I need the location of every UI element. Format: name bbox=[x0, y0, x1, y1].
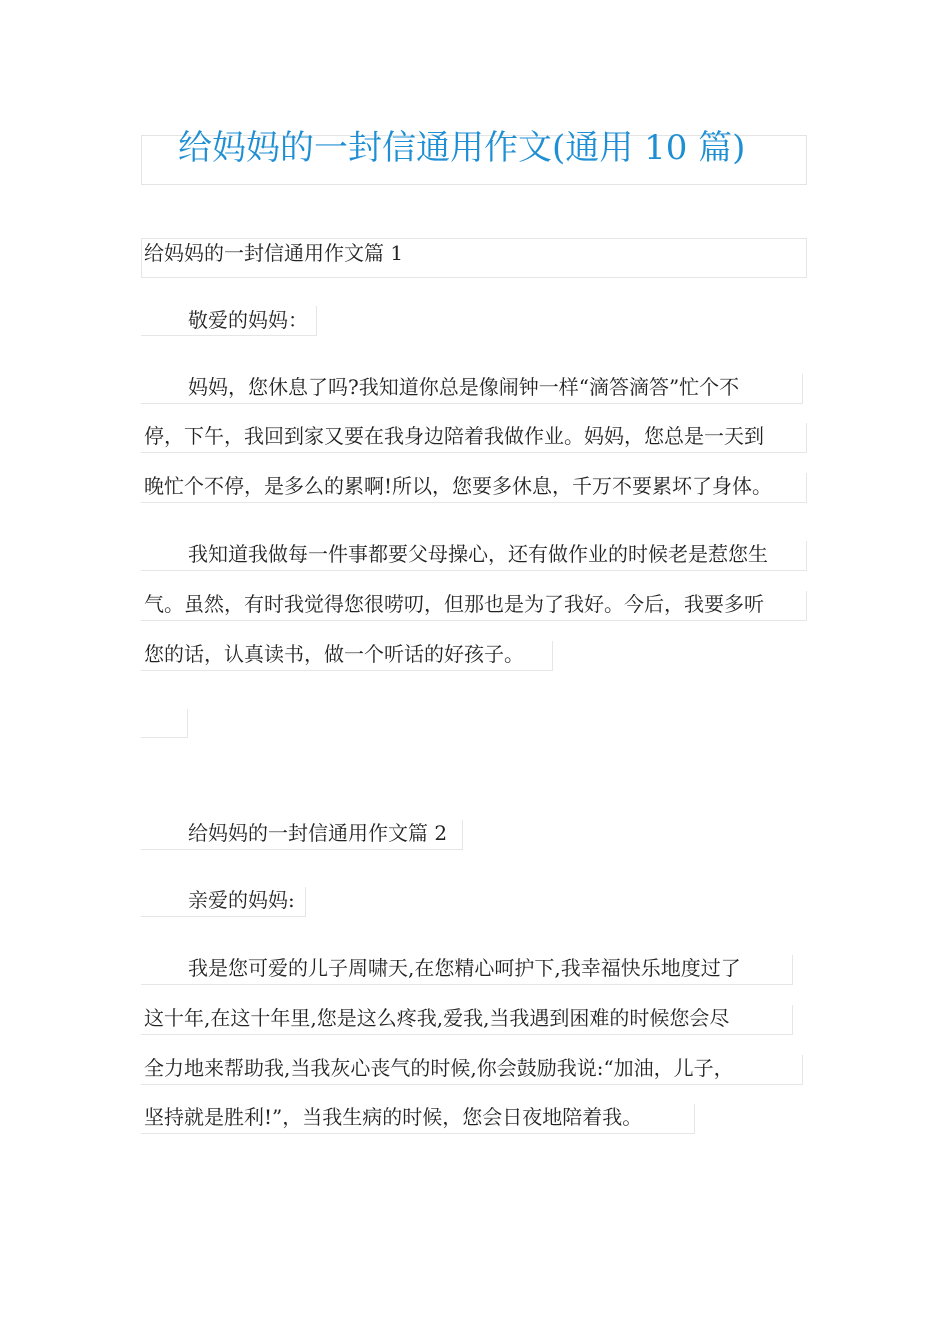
section-2-p1-line-2: 这十年,在这十年里,您是这么疼我,爱我,当我遇到困难的时候您会尽 bbox=[144, 1006, 730, 1030]
document-title: 给妈妈的一封信通用作文(通用 10 篇) bbox=[178, 128, 746, 168]
section-1-p1-line-3: 晚忙个不停，是多么的累啊!所以，您要多休息，千万不要累坏了身体。 bbox=[144, 474, 773, 498]
section-2-heading: 给妈妈的一封信通用作文篇 2 bbox=[188, 821, 448, 845]
section-1-heading: 给妈妈的一封信通用作文篇 1 bbox=[144, 241, 404, 265]
section-1-p2-line-3: 您的话，认真读书，做一个听话的好孩子。 bbox=[144, 642, 524, 666]
section-1-p1-line-2: 停，下午，我回到家又要在我身边陪着我做作业。妈妈，您总是一天到 bbox=[144, 424, 764, 448]
empty-line-frame bbox=[141, 709, 188, 738]
section-1-p1-line-1: 妈妈，您休息了吗?我知道你总是像闹钟一样“滴答滴答”忙个不 bbox=[188, 375, 740, 399]
section-1-p2-line-1: 我知道我做每一件事都要父母操心，还有做作业的时候老是惹您生 bbox=[188, 542, 768, 566]
section-2-p1-line-1: 我是您可爱的儿子周啸天,在您精心呵护下,我幸福快乐地度过了 bbox=[188, 956, 741, 980]
section-2-p1-line-4: 坚持就是胜利!”，当我生病的时候，您会日夜地陪着我。 bbox=[144, 1105, 643, 1129]
section-2-greeting: 亲爱的妈妈: bbox=[188, 888, 295, 912]
section-1-p2-line-2: 气。虽然，有时我觉得您很唠叨，但那也是为了我好。今后，我要多听 bbox=[144, 592, 764, 616]
section-2-p1-line-3: 全力地来帮助我,当我灰心丧气的时候,你会鼓励我说:“加油，儿子， bbox=[144, 1056, 734, 1080]
section-1-greeting: 敬爱的妈妈： bbox=[188, 308, 308, 332]
